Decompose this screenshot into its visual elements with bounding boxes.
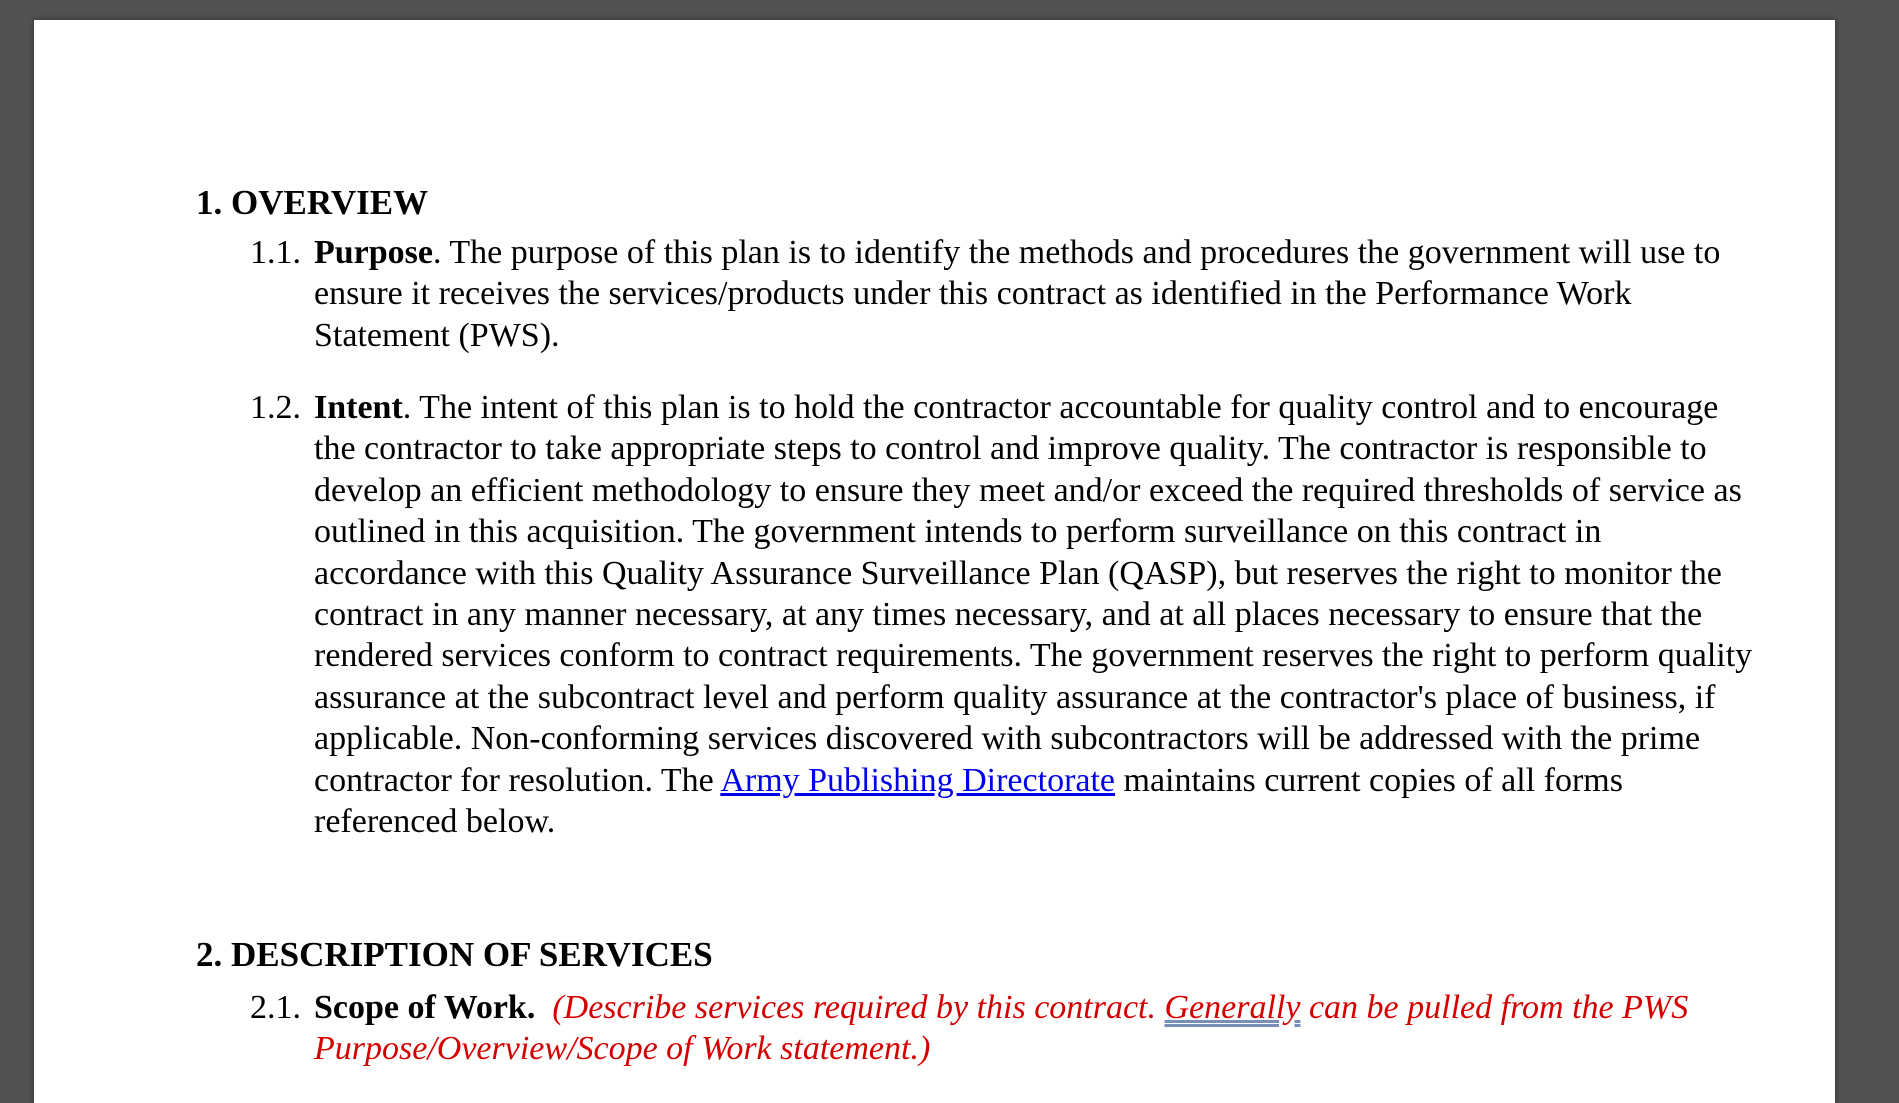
paragraph-text	[314, 232, 1760, 356]
paragraph-number: 1.2.	[250, 389, 301, 426]
paragraph-body-end: maintains current copies of all forms referenced below.	[314, 761, 1623, 841]
paragraph-1-1	[250, 232, 1760, 356]
document-page	[34, 20, 1835, 1103]
spellcheck-flagged-word[interactable]: Generally	[1164, 989, 1301, 1026]
paragraph-number: 2.1.	[250, 989, 301, 1026]
paragraph-text	[314, 987, 1760, 1070]
instruction-text: (Describe services required by this contract.	[552, 989, 1165, 1026]
section-heading-overview: 1. OVERVIEW	[196, 183, 429, 222]
paragraph-body: . The purpose of this plan is to identify the methods and procedures the government will use to ensure it receives the services/products under this contract as identified in the Performance Work Statement (PWS).	[314, 234, 1721, 354]
instruction-text-end: can be pulled from the PWS Purpose/Overview/Scope of Work statement.)	[314, 989, 1689, 1068]
paragraph-label-scope-of-work: Scope of Work.	[314, 989, 536, 1026]
paragraph-number: 1.1.	[250, 234, 301, 271]
paragraph-body: . The intent of this plan is to hold the contractor accountable for quality control and to encourage the contractor to take appropriate steps to control and improve quality. The contractor is responsible to develop an efficient methodology to ensure they meet and/or exceed the required thresholds of service as outlined in this acquisition. The government intends to perform surveillance on this contract in accordance with this Quality Assurance Surveillance Plan (QASP), but reserves the right to monitor the contract in any manner necessary, at any times necessary, and at all places necessary to ensure that the rendered services conform to contract requirements. The government reserves the right to perform quality assurance at the subcontract level and perform quality assurance at the contractor's place of business, if applicable. Non-conforming services discovered with subcontractors will be addressed with the prime contractor for resolution. The	[314, 389, 1753, 799]
paragraph-2-1	[250, 987, 1760, 1070]
army-publishing-directorate-link[interactable]: Army Publishing Directorate	[720, 761, 1116, 799]
paragraph-text	[314, 387, 1760, 842]
paragraph-label-intent: Intent	[314, 389, 403, 426]
paragraph-1-2	[250, 387, 1760, 842]
paragraph-label-purpose: Purpose	[314, 234, 433, 271]
section-heading-description-of-services: 2. DESCRIPTION OF SERVICES	[196, 935, 713, 974]
